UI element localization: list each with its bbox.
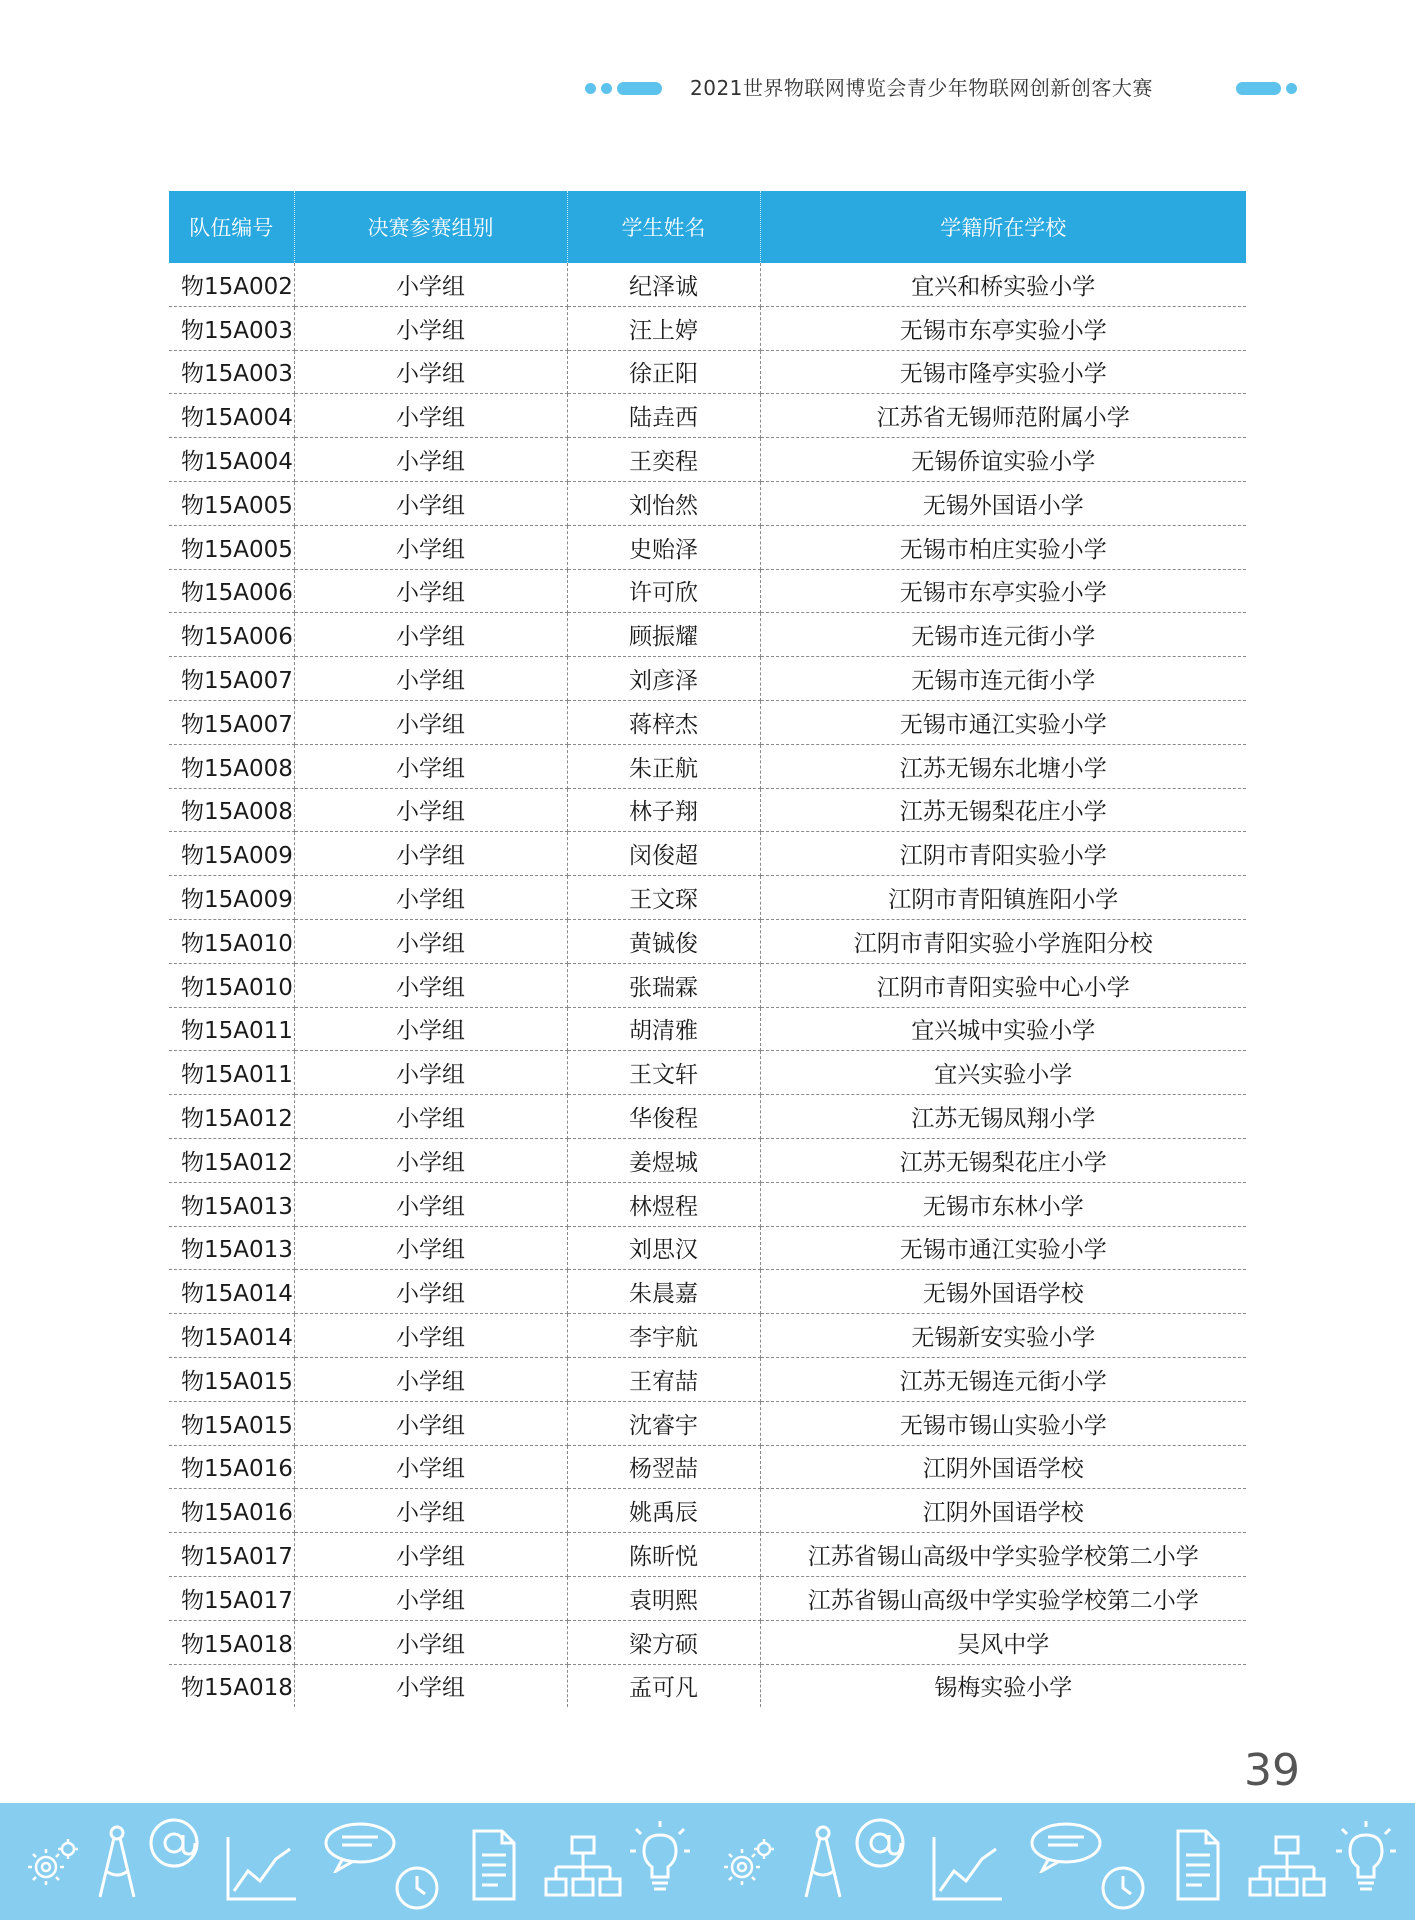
group-cell: 小学组: [294, 963, 567, 1007]
table-row: [169, 700, 1246, 744]
group-cell: 小学组: [294, 657, 567, 701]
student-name-cell: 沈睿宇: [567, 1401, 760, 1445]
team-cell: 物15A010: [169, 919, 294, 963]
group-cell: 小学组: [294, 1620, 567, 1664]
clock-icon: [392, 1863, 442, 1913]
table-row: [169, 788, 1246, 832]
group-cell: 小学组: [294, 700, 567, 744]
roster-table: [169, 191, 1246, 1707]
column-header-school: 学籍所在学校: [760, 191, 1246, 263]
header-dot-left-1: [585, 83, 596, 94]
table-row: [169, 1314, 1246, 1358]
student-name-cell: 闵俊超: [567, 832, 760, 876]
student-name-cell: 梁方硕: [567, 1620, 760, 1664]
table-row: [169, 525, 1246, 569]
table-row: [169, 832, 1246, 876]
flowchart-icon: [542, 1833, 624, 1903]
student-name-cell: 华俊程: [567, 1095, 760, 1139]
student-name-cell: 刘怡然: [567, 481, 760, 525]
team-cell: 物15A005: [169, 481, 294, 525]
team-cell: 物15A012: [169, 1138, 294, 1182]
team-cell: 物15A010: [169, 963, 294, 1007]
table-body: [169, 263, 1246, 1707]
table-row: [169, 1138, 1246, 1182]
table-row: [169, 1357, 1246, 1401]
student-name-cell: 陆垚西: [567, 394, 760, 438]
table-row: [169, 1226, 1246, 1270]
team-cell: 物15A014: [169, 1314, 294, 1358]
team-cell: 物15A008: [169, 788, 294, 832]
table-row: [169, 1576, 1246, 1620]
table-row: [169, 481, 1246, 525]
table-row: [169, 394, 1246, 438]
team-cell: 物15A002: [169, 263, 294, 306]
team-cell: 物15A004: [169, 438, 294, 482]
document-icon: [1168, 1825, 1224, 1905]
header-pill-left: [617, 82, 662, 95]
table-row: [169, 306, 1246, 350]
table-row: [169, 263, 1246, 306]
header-pill-right: [1236, 82, 1281, 95]
team-cell: 物15A013: [169, 1182, 294, 1226]
school-cell: 无锡市东亭实验小学: [760, 306, 1246, 350]
table-row: [169, 1051, 1246, 1095]
team-cell: 物15A014: [169, 1270, 294, 1314]
table-row: [169, 963, 1246, 1007]
school-cell: 无锡新安实验小学: [760, 1314, 1246, 1358]
student-name-cell: 朱正航: [567, 744, 760, 788]
at-sign-icon: [146, 1815, 202, 1871]
team-cell: 物15A004: [169, 394, 294, 438]
student-name-cell: 王文琛: [567, 876, 760, 920]
table-row: [169, 569, 1246, 613]
student-name-cell: 刘思汉: [567, 1226, 760, 1270]
table-header-row: [169, 191, 1246, 263]
team-cell: 物15A007: [169, 657, 294, 701]
table-row: [169, 1095, 1246, 1139]
school-cell: 宜兴实验小学: [760, 1051, 1246, 1095]
team-cell: 物15A018: [169, 1664, 294, 1707]
student-name-cell: 姜煜城: [567, 1138, 760, 1182]
page-header: [0, 76, 1415, 100]
group-cell: 小学组: [294, 306, 567, 350]
group-cell: 小学组: [294, 1138, 567, 1182]
school-cell: 无锡市连元街小学: [760, 613, 1246, 657]
group-cell: 小学组: [294, 1576, 567, 1620]
group-cell: 小学组: [294, 525, 567, 569]
column-header-group: 决赛参赛组别: [294, 191, 567, 263]
table-row: [169, 1007, 1246, 1051]
team-cell: 物15A003: [169, 350, 294, 394]
team-cell: 物15A016: [169, 1489, 294, 1533]
table-row: [169, 1445, 1246, 1489]
student-name-cell: 李宇航: [567, 1314, 760, 1358]
lightbulb-icon: [624, 1817, 696, 1901]
student-name-cell: 王奕程: [567, 438, 760, 482]
group-cell: 小学组: [294, 1401, 567, 1445]
column-header-team: 队伍编号: [169, 191, 294, 263]
school-cell: 江阴市青阳实验小学旌阳分校: [760, 919, 1246, 963]
header-dot-right: [1286, 83, 1297, 94]
school-cell: 江苏省锡山高级中学实验学校第二小学: [760, 1576, 1246, 1620]
school-cell: 江阴外国语学校: [760, 1445, 1246, 1489]
group-cell: 小学组: [294, 1314, 567, 1358]
school-cell: 江苏省无锡师范附属小学: [760, 394, 1246, 438]
compass-icon: [92, 1823, 142, 1903]
header-dot-left-2: [601, 83, 612, 94]
speech-bubble-icon: [322, 1819, 398, 1873]
school-cell: 无锡市通江实验小学: [760, 700, 1246, 744]
group-cell: 小学组: [294, 1007, 567, 1051]
team-cell: 物15A018: [169, 1620, 294, 1664]
school-cell: 无锡市通江实验小学: [760, 1226, 1246, 1270]
group-cell: 小学组: [294, 1051, 567, 1095]
group-cell: 小学组: [294, 481, 567, 525]
school-cell: 江阴市青阳实验中心小学: [760, 963, 1246, 1007]
team-cell: 物15A008: [169, 744, 294, 788]
table-row: [169, 438, 1246, 482]
group-cell: 小学组: [294, 438, 567, 482]
group-cell: 小学组: [294, 1270, 567, 1314]
gear-icon: [718, 1833, 778, 1893]
team-cell: 物15A017: [169, 1533, 294, 1577]
group-cell: 小学组: [294, 1533, 567, 1577]
team-cell: 物15A015: [169, 1357, 294, 1401]
team-cell: 物15A007: [169, 700, 294, 744]
group-cell: 小学组: [294, 569, 567, 613]
student-name-cell: 蒋梓杰: [567, 700, 760, 744]
team-cell: 物15A009: [169, 876, 294, 920]
table-row: [169, 1401, 1246, 1445]
header-title: 2021世界物联网博览会青少年物联网创新创客大赛: [690, 76, 1153, 100]
clock-icon: [1098, 1863, 1148, 1913]
table-row: [169, 744, 1246, 788]
student-name-cell: 胡清雅: [567, 1007, 760, 1051]
school-cell: 江苏无锡梨花庄小学: [760, 788, 1246, 832]
team-cell: 物15A003: [169, 306, 294, 350]
speech-bubble-icon: [1028, 1819, 1104, 1873]
school-cell: 江苏无锡凤翔小学: [760, 1095, 1246, 1139]
school-cell: 宜兴城中实验小学: [760, 1007, 1246, 1051]
student-name-cell: 孟可凡: [567, 1664, 760, 1707]
school-cell: 无锡市东亭实验小学: [760, 569, 1246, 613]
team-cell: 物15A006: [169, 613, 294, 657]
student-name-cell: 王文轩: [567, 1051, 760, 1095]
team-cell: 物15A016: [169, 1445, 294, 1489]
school-cell: 无锡侨谊实验小学: [760, 438, 1246, 482]
student-name-cell: 黄铖俊: [567, 919, 760, 963]
student-name-cell: 许可欣: [567, 569, 760, 613]
student-name-cell: 刘彦泽: [567, 657, 760, 701]
student-name-cell: 林煜程: [567, 1182, 760, 1226]
school-cell: 无锡外国语学校: [760, 1270, 1246, 1314]
school-cell: 无锡市隆亭实验小学: [760, 350, 1246, 394]
student-name-cell: 王宥喆: [567, 1357, 760, 1401]
page-number: 39: [1244, 1745, 1300, 1796]
table-row: [169, 613, 1246, 657]
table-row: [169, 1489, 1246, 1533]
school-cell: 宜兴和桥实验小学: [760, 263, 1246, 306]
table-row: [169, 1270, 1246, 1314]
student-name-cell: 汪上婷: [567, 306, 760, 350]
school-cell: 江苏省锡山高级中学实验学校第二小学: [760, 1533, 1246, 1577]
school-cell: 江苏无锡连元街小学: [760, 1357, 1246, 1401]
lightbulb-icon: [1330, 1817, 1402, 1901]
group-cell: 小学组: [294, 876, 567, 920]
table-row: [169, 1620, 1246, 1664]
group-cell: 小学组: [294, 1095, 567, 1139]
gear-icon: [22, 1833, 82, 1893]
school-cell: 无锡市柏庄实验小学: [760, 525, 1246, 569]
at-sign-icon: [852, 1815, 908, 1871]
school-cell: 江阴市青阳镇旌阳小学: [760, 876, 1246, 920]
school-cell: 江苏无锡东北塘小学: [760, 744, 1246, 788]
student-name-cell: 张瑞霖: [567, 963, 760, 1007]
footer-band: [0, 1803, 1415, 1920]
school-cell: 无锡外国语小学: [760, 481, 1246, 525]
school-cell: 无锡市连元街小学: [760, 657, 1246, 701]
student-name-cell: 徐正阳: [567, 350, 760, 394]
group-cell: 小学组: [294, 1182, 567, 1226]
school-cell: 江阴市青阳实验小学: [760, 832, 1246, 876]
group-cell: 小学组: [294, 1664, 567, 1707]
group-cell: 小学组: [294, 1445, 567, 1489]
group-cell: 小学组: [294, 1226, 567, 1270]
group-cell: 小学组: [294, 744, 567, 788]
group-cell: 小学组: [294, 613, 567, 657]
group-cell: 小学组: [294, 1489, 567, 1533]
group-cell: 小学组: [294, 394, 567, 438]
school-cell: 江阴外国语学校: [760, 1489, 1246, 1533]
student-name-cell: 林子翔: [567, 788, 760, 832]
school-cell: 吴风中学: [760, 1620, 1246, 1664]
student-name-cell: 陈昕悦: [567, 1533, 760, 1577]
group-cell: 小学组: [294, 919, 567, 963]
team-cell: 物15A015: [169, 1401, 294, 1445]
student-name-cell: 史贻泽: [567, 525, 760, 569]
school-cell: 无锡市东林小学: [760, 1182, 1246, 1226]
team-cell: 物15A013: [169, 1226, 294, 1270]
group-cell: 小学组: [294, 263, 567, 306]
team-cell: 物15A012: [169, 1095, 294, 1139]
table-row: [169, 657, 1246, 701]
student-name-cell: 袁明熙: [567, 1576, 760, 1620]
group-cell: 小学组: [294, 1357, 567, 1401]
group-cell: 小学组: [294, 350, 567, 394]
column-header-name: 学生姓名: [567, 191, 760, 263]
student-name-cell: 顾振耀: [567, 613, 760, 657]
group-cell: 小学组: [294, 788, 567, 832]
flowchart-icon: [1246, 1833, 1328, 1903]
table-row: [169, 1664, 1246, 1707]
team-cell: 物15A011: [169, 1051, 294, 1095]
student-name-cell: 纪泽诚: [567, 263, 760, 306]
line-chart-icon: [928, 1833, 1006, 1905]
table-row: [169, 1533, 1246, 1577]
team-cell: 物15A005: [169, 525, 294, 569]
group-cell: 小学组: [294, 832, 567, 876]
team-cell: 物15A009: [169, 832, 294, 876]
table-row: [169, 919, 1246, 963]
document-icon: [464, 1825, 520, 1905]
school-cell: 无锡市锡山实验小学: [760, 1401, 1246, 1445]
table-row: [169, 1182, 1246, 1226]
student-name-cell: 杨翌喆: [567, 1445, 760, 1489]
table-row: [169, 350, 1246, 394]
school-cell: 锡梅实验小学: [934, 1675, 1073, 1702]
school-cell: 江苏无锡梨花庄小学: [760, 1138, 1246, 1182]
compass-icon: [798, 1823, 848, 1903]
line-chart-icon: [222, 1833, 300, 1905]
team-cell: 物15A017: [169, 1576, 294, 1620]
student-name-cell: 姚禹辰: [567, 1489, 760, 1533]
team-cell: 物15A006: [169, 569, 294, 613]
table-row: [169, 876, 1246, 920]
student-name-cell: 朱晨嘉: [567, 1270, 760, 1314]
team-cell: 物15A011: [169, 1007, 294, 1051]
